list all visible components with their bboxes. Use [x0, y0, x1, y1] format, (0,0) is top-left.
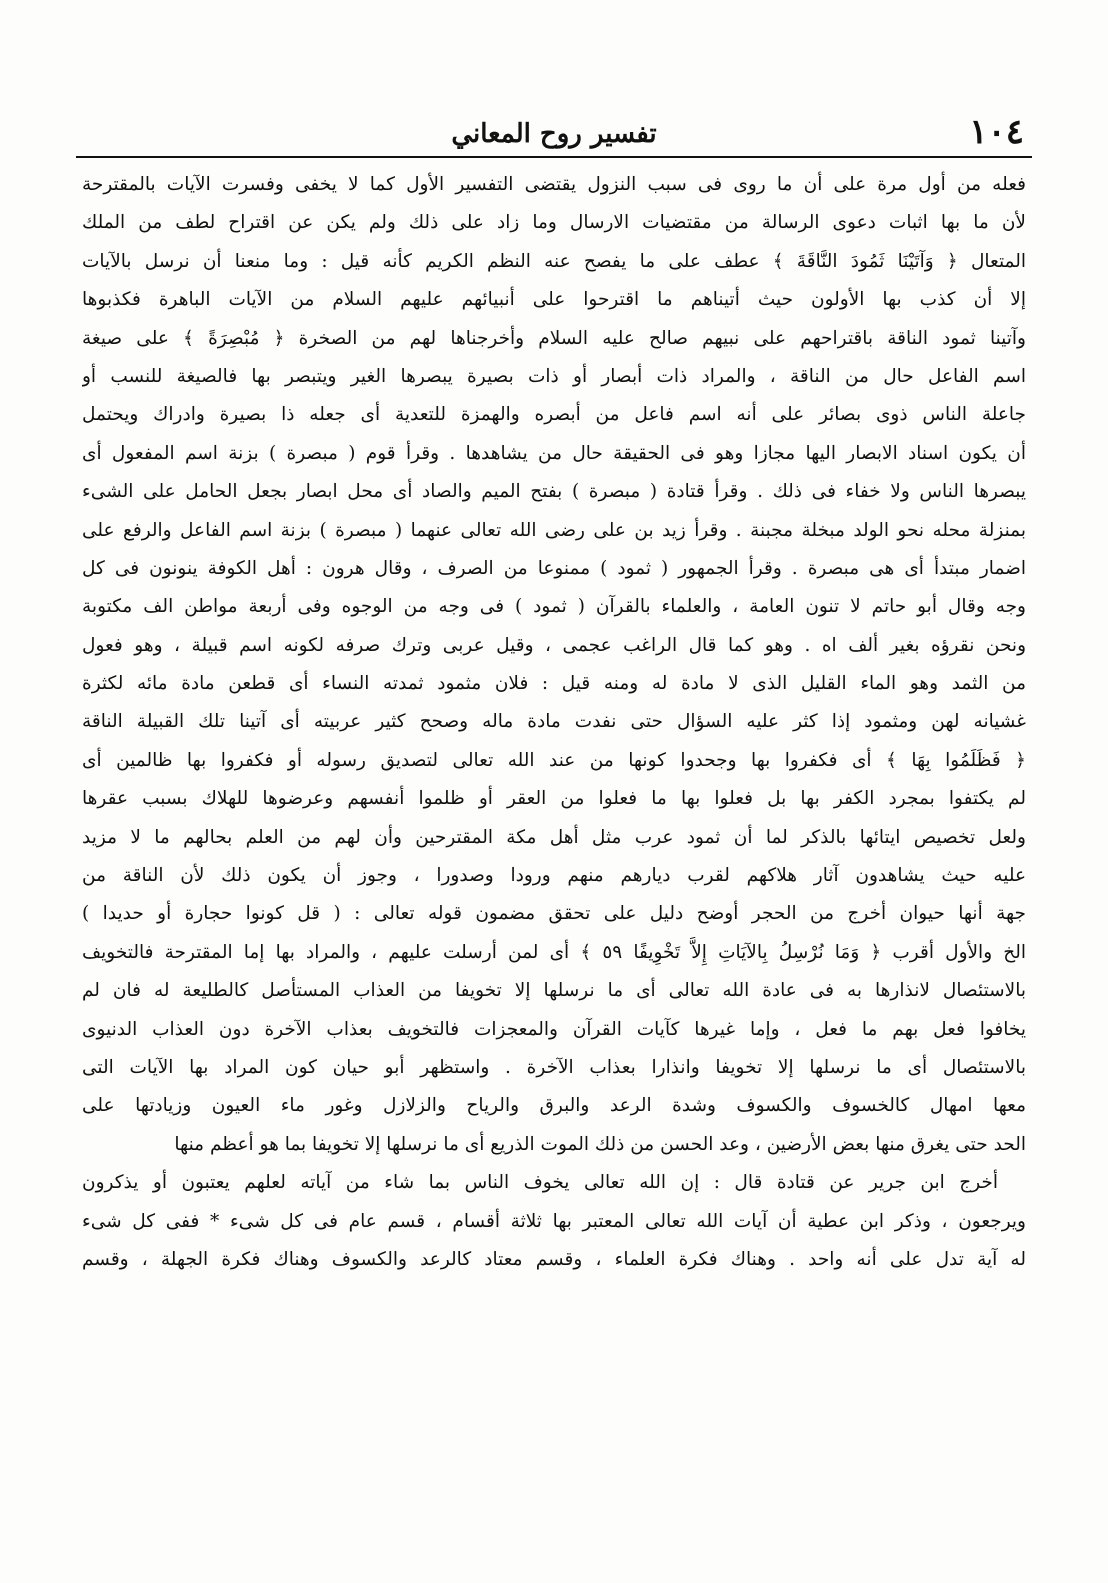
- text-line: وآتينا ثمود الناقة باقتراحهم على نبيهم صالح عليه السلام وأخرجناها لهم من الصخرة ﴿ مُبْصِرَةً ﴾ على صيغة: [82, 327, 1026, 349]
- text-line: غشيانه لهن ومثمود إذا كثر عليه السؤال حتى نفدت مادة ماله وصحح كثير عربيته أى آتينا تلك القبيلة الناقة: [82, 711, 1026, 733]
- page-number: ١٠٤: [969, 112, 1024, 152]
- text-line: ويرجعون ، وذكر ابن عطية أن آيات الله تعالى المعتبر بها ثلاثة أقسام ، قسم عام فى كل شىء * ففى كل شىء: [82, 1210, 1026, 1232]
- text-line: أن يكون اسناد الابصار اليها مجازا وهو فى الحقيقة حال من يشاهدها . وقرأ قوم ( مبصرة ) بزنة اسم المفعول أى: [82, 442, 1026, 464]
- text-line: اسم الفاعل حال من الناقة ، والمراد ذات أبصار أو ذات بصيرة يبصرها الغير ويتبصر بها فالصيغة للنسب أو: [82, 365, 1026, 387]
- text-line: ونحن نقرؤه بغير ألف اه . وهو كما قال الراغب عجمى ، وقيل عربى وترك صرفه لكونه اسم قبيلة ، وهو فعول: [82, 634, 1026, 656]
- text-line: إلا أن كذب بها الأولون حيث أتيناهم ما اقترحوا على أنبيائهم عليهم السلام من الآيات الباهرة فكذبوها: [82, 289, 1026, 311]
- text-line: عليه حيث يشاهدون آثار هلاكهم لقرب ديارهم منهم ورودا وصدورا ، وجوز أن يكون ذلك لأن الناقة من: [82, 865, 1026, 887]
- text-line: جهة أنها حيوان أخرج من الحجر أوضح دليل على تحقق مضمون قوله تعالى : ( قل كونوا حجارة أو حديدا ): [82, 903, 1026, 925]
- text-line: يبصرها الناس ولا خفاء فى ذلك . وقرأ قتادة ( مبصرة ) بفتح الميم والصاد أى محل ابصار بجعل الحامل على الشىء: [82, 481, 1026, 503]
- text-line: ولعل تخصيص ايتائها بالذكر لما أن ثمود عرب مثل أهل مكة المقترحين وأن لهم من العلم بحالهم ما لا مزيد: [82, 826, 1026, 848]
- text-line: ﴿ فَظَلَمُوا بِهَا ﴾ أى فكفروا بها وجحدوا كونها من عند الله تعالى لتصديق رسوله أو فكفروا بها ظالمين أى: [82, 749, 1026, 771]
- text-line: اضمار مبتدأ أى هى مبصرة . وقرأ الجمهور ( ثمود ) ممنوعا من الصرف ، وقال هرون : أهل الكوفة ينونون فى كل: [82, 557, 1026, 579]
- page-header: [80, 112, 1028, 156]
- text-line: بمنزلة محله نحو الولد مبخلة مجبنة . وقرأ زيد بن على رضى الله تعالى عنهما ( مبصرة ) بزنة اسم الفاعل والرفع على: [82, 519, 1026, 541]
- text-line: معها امهال كالخسوف والكسوف وشدة الرعد والبرق والرياح والزلازل وغور ماء العيون وزيادتها على: [82, 1095, 1026, 1117]
- text-line: بالاستئصال أى ما نرسلها إلا تخويفا وانذارا بعذاب الآخرة . واستظهر أبو حيان كون المراد بها الآيات التى: [82, 1056, 1026, 1078]
- text-line: جاعلة الناس ذوى بصائر على أنه اسم فاعل من أبصره والهمزة للتعدية أى جعله ذا بصيرة وادراك ويحتمل: [82, 404, 1026, 426]
- text-line: أخرج ابن جرير عن قتادة قال : إن الله تعالى يخوف الناس بما شاء من آياته لعلهم يعتبون أو يذكرون: [82, 1172, 998, 1194]
- text-line: المتعال ﴿ وَآتَيْنَا ثَمُودَ النَّاقَةَ ﴾ عطف على ما يفصح عنه النظم الكريم كأنه قيل : وما منعنا أن نرسل بالآيات: [82, 250, 1026, 272]
- text-line: من الثمد وهو الماء القليل الذى لا مادة له ومنه قيل : فلان مثمود ثمدته النساء أى قطعن مادة مائه لكثرة: [82, 673, 1026, 695]
- text-line: بالاستئصال لانذارها به فى عادة الله تعالى أى ما نرسلها إلا تخويفا من العذاب المستأصل كالطليعة له فان لم: [82, 980, 1026, 1002]
- text-line: يخافوا فعل بهم ما فعل ، وإما غيرها كآيات القرآن والمعجزات فالتخويف بعذاب الآخرة دون العذاب الدنيوى: [82, 1018, 1026, 1040]
- text-line: لأن ما بها اثبات دعوى الرسالة من مقتضيات الارسال وما زاد على ذلك ولم يكن عن اقتراح لطف من الملك: [82, 212, 1026, 234]
- text-line: وجه وقال أبو حاتم لا تنون العامة ، والعلماء بالقرآن ( ثمود ) فى وجه من الوجوه وفى أربعة مواطن الف مكتوبة: [82, 596, 1026, 618]
- body-text: [82, 166, 1026, 1279]
- header-rule: [76, 156, 1032, 158]
- running-title: تفسير روح المعاني: [451, 119, 657, 149]
- text-line: له آية تدل على أنه واحد . وهناك فكرة العلماء ، وقسم معتاد كالرعد والكسوف وهناك فكرة الجهلة ، وقسم: [82, 1248, 1026, 1270]
- text-line: الحد حتى يغرق منها بعض الأرضين ، وعد الحسن من ذلك الموت الذريع أى ما نرسلها إلا تخويفا بما هو أعظم منها: [174, 1133, 1026, 1155]
- text-line: فعله من أول مرة على أن ما روى فى سبب النزول يقتضى التفسير الأول كما لا يخفى وفسرت الآيات بالمقترحة: [82, 174, 1026, 195]
- text-line: الخ والأول أقرب ﴿ وَمَا نُرْسِلُ بِالآيَاتِ إِلاَّ تَخْوِيفًا ٥٩ ﴾ أى لمن أرسلت عليهم ، والمراد بها إما المقترحة فالتخويف: [82, 941, 1026, 963]
- text-line: لم يكتفوا بمجرد الكفر بها بل فعلوا بها ما فعلوا من العقر أو ظلموا أنفسهم وعرضوها للهلاك بسبب عقرها: [82, 788, 1026, 810]
